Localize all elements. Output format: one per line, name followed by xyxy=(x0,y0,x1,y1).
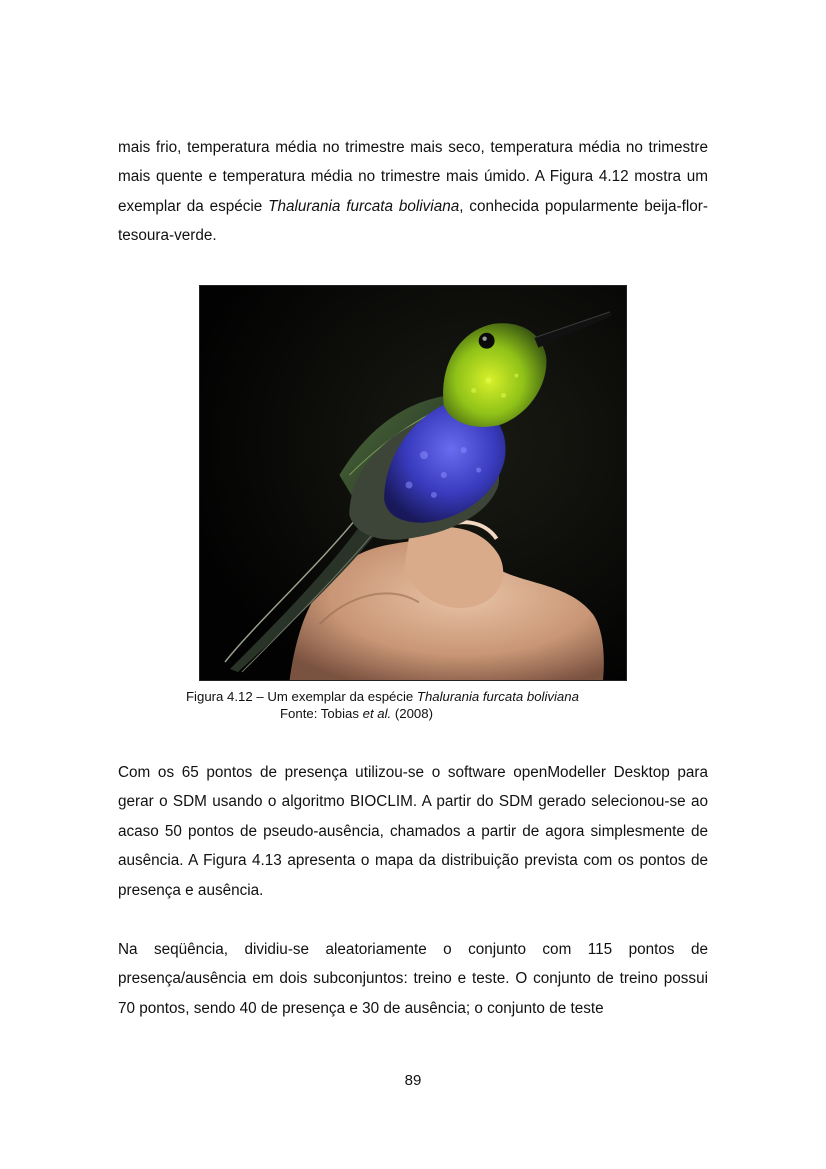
paragraph-split: Na seqüência, dividiu-se aleatoriamente o conjunto com 115 pontos de presença/ausência em dois subconjuntos: treino e teste. O conjunto de treino possui 70 pontos, sendo 40 de presença e 30 de ausência; o conjunto de teste xyxy=(118,941,708,1017)
figure-source-etal: et al. xyxy=(362,706,392,721)
species-name: Thalurania furcata boliviana xyxy=(268,197,460,215)
paragraph-intro-text: mais frio, temperatura média no trimestre mais seco, temperatura média no trimestre mais quente e temperatura média no trimestre mais úmido. A Figura 4.12 mostra um exemplar da espécie xyxy=(118,139,708,215)
figure-source xyxy=(280,705,433,722)
hummingbird-photo xyxy=(199,285,627,681)
paragraph-intro xyxy=(118,133,708,251)
paragraph-intro-end: , conhecida popularmente beija-flor-tesoura-verde. xyxy=(118,197,708,245)
paragraph-method: Com os 65 pontos de presença utilizou-se o software openModeller Desktop para gerar o SDM usando o algoritmo BIOCLIM. A partir do SDM gerado selecionou-se ao acaso 50 pontos de pseudo-ausência, chamados a partir de agora simplesmente de ausência. A Figura 4.13 apresenta o mapa da distribuição prevista com os pontos de presença e ausência. xyxy=(118,764,708,899)
figure-source-prefix: Fonte: Tobias xyxy=(280,706,363,721)
figure-caption-label: Figura 4.12 – Um exemplar da espécie xyxy=(186,689,417,704)
page-number: 89 xyxy=(404,1072,422,1089)
figure-caption xyxy=(186,688,579,705)
figure-caption-species: Thalurania furcata boliviana xyxy=(416,689,579,704)
figure-source-year: (2008) xyxy=(391,706,433,721)
